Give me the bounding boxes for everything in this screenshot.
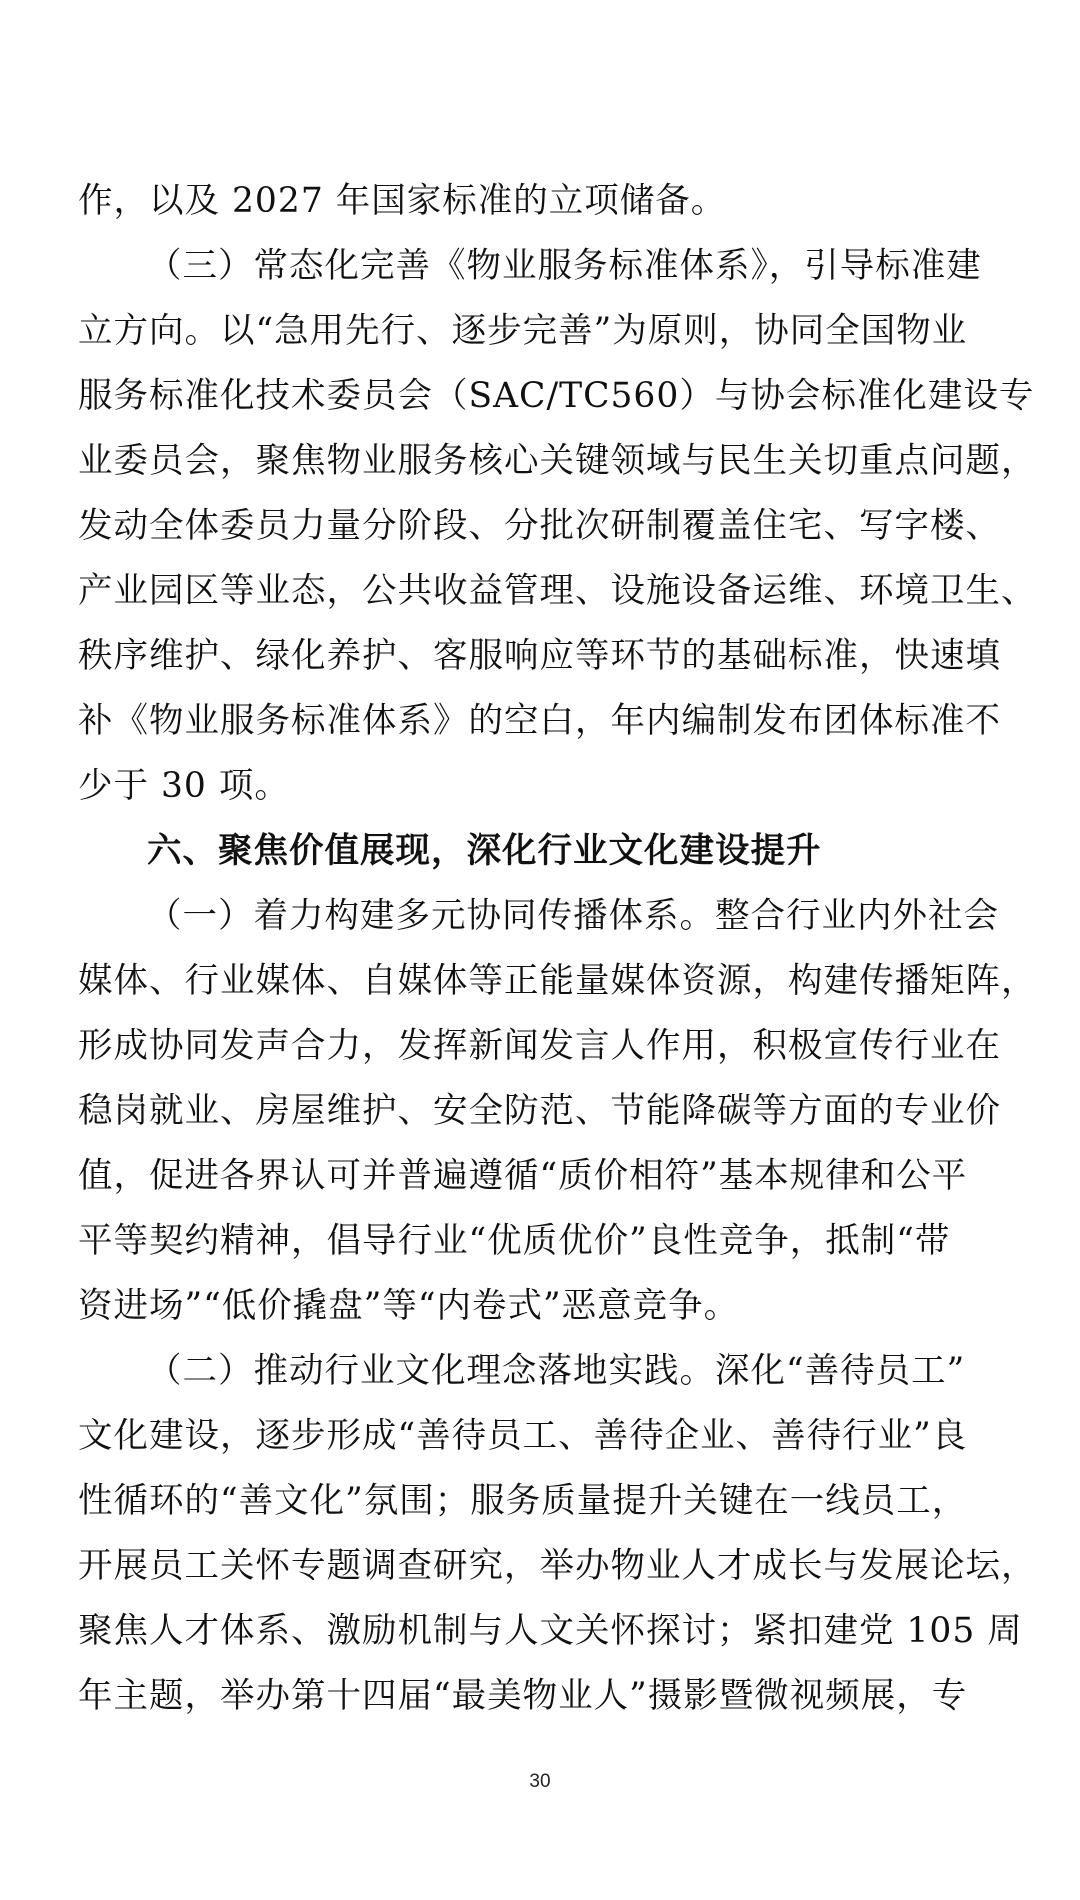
body-text-line: 补《物业服务标准体系》的空白，年内编制发布团体标准不 <box>78 701 1001 741</box>
body-text-line: 值，促进各界认可并普遍遵循“质价相符”基本规律和公平 <box>78 1156 968 1196</box>
section-heading: 六、聚焦价值展现，深化行业文化建设提升 <box>147 831 822 871</box>
body-text-line: 业委员会，聚焦物业服务核心关键领域与民生关切重点问题， <box>78 441 1037 481</box>
subsection-heading-line: （二）推动行业文化理念落地实践。深化“善待员工” <box>147 1351 966 1391</box>
subsection-heading-line: （一）着力构建多元协同传播体系。整合行业内外社会 <box>147 896 999 936</box>
body-text-line: 稳岗就业、房屋维护、安全防范、节能降碳等方面的专业价 <box>78 1091 1001 1131</box>
body-text-line: 形成协同发声合力，发挥新闻发言人作用，积极宣传行业在 <box>78 1026 1001 1066</box>
body-text-line: 聚焦人才体系、激励机制与人文关怀探讨；紧扣建党 105 周 <box>78 1611 1023 1651</box>
body-text-line: 少于 30 项。 <box>78 766 290 806</box>
body-text-line: 秩序维护、绿化养护、客服响应等环节的基础标准，快速填 <box>78 636 1001 676</box>
body-text-line: 年主题，举办第十四届“最美物业人”摄影暨微视频展，专 <box>78 1676 968 1716</box>
body-text-line: 发动全体委员力量分阶段、分批次研制覆盖住宅、写字楼、 <box>78 506 1001 546</box>
body-text-line: 服务标准化技术委员会（SAC/TC560）与协会标准化建设专 <box>78 376 1035 416</box>
body-text-line: 产业园区等业态，公共收益管理、设施设备运维、环境卫生、 <box>78 571 1037 611</box>
body-text-line: 媒体、行业媒体、自媒体等正能量媒体资源，构建传播矩阵， <box>78 961 1037 1001</box>
body-text-line: 资进场”“低价撬盘”等“内卷式”恶意竞争。 <box>78 1286 740 1326</box>
body-text-line: 开展员工关怀专题调查研究，举办物业人才成长与发展论坛， <box>78 1546 1037 1586</box>
body-text-line: 性循环的“善文化”氛围；服务质量提升关键在一线员工， <box>78 1481 968 1521</box>
body-text-line: 立方向。以“急用先行、逐步完善”为原则，协同全国物业 <box>78 311 968 351</box>
body-text-line: 文化建设，逐步形成“善待员工、善待企业、善待行业”良 <box>78 1416 968 1456</box>
body-text-line: 平等契约精神，倡导行业“优质优价”良性竞争，抵制“带 <box>78 1221 951 1261</box>
subsection-heading-line: （三）常态化完善《物业服务标准体系》，引导标准建 <box>147 246 982 286</box>
body-text-line: 作，以及 2027 年国家标准的立项储备。 <box>78 181 727 221</box>
page-number: 30 <box>529 1771 551 1792</box>
